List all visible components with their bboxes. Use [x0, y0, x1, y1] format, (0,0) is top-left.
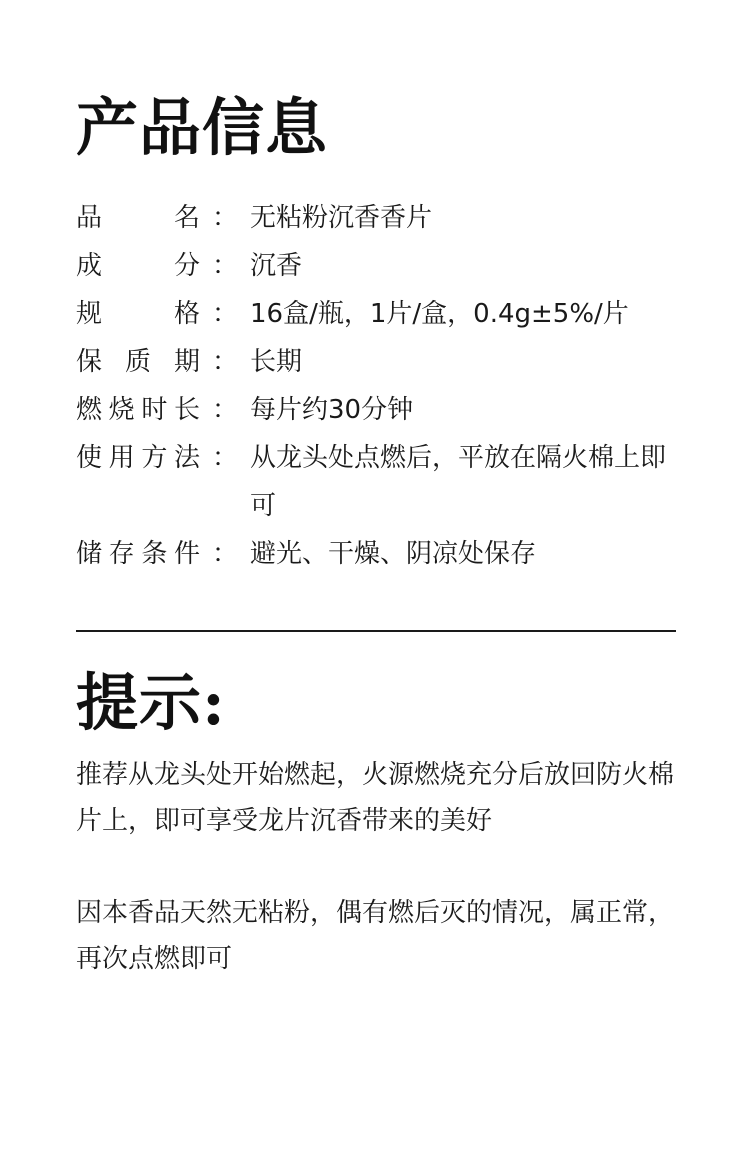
product-info-title: 产品信息 [76, 91, 329, 164]
info-colon: ： [212, 539, 239, 569]
info-colon: ： [212, 395, 239, 425]
info-value-name: 无粘粉沉香香片 [250, 203, 433, 233]
info-row-spec [76, 290, 676, 338]
tips-title: 提示: [76, 666, 226, 739]
info-row-usage [76, 434, 676, 530]
tip-paragraph: 推荐从龙头处开始燃起，火源燃烧充分后放回防火棉片上，即可享受龙片沉香带来的美好 [76, 760, 675, 836]
section-divider [76, 630, 676, 632]
info-row-storage [76, 530, 676, 578]
tips-body [76, 752, 676, 1028]
info-value-ingredient: 沉香 [250, 251, 303, 281]
info-row-burn-time [76, 386, 676, 434]
info-colon: ： [212, 347, 239, 377]
info-label-usage: 使 用 方 法 [76, 443, 200, 473]
product-info-list [76, 194, 676, 578]
info-value-storage: 避光、干燥、阴凉处保存 [250, 539, 537, 569]
info-value-spec: 16盒/瓶，1片/盒，0.4g±5%/片 [250, 299, 629, 329]
info-row-shelf-life [76, 338, 676, 386]
info-value-burn-time: 每片约30分钟 [250, 395, 414, 425]
info-label-name: 品 名 [76, 203, 200, 233]
info-colon: ： [212, 203, 239, 233]
info-label-shelf-life: 保 质 期 [76, 347, 200, 377]
info-colon: ： [212, 443, 239, 473]
info-row-ingredient [76, 242, 676, 290]
info-colon: ： [212, 299, 239, 329]
info-row-name [76, 194, 676, 242]
info-label-spec: 规 格 [76, 299, 200, 329]
info-label-burn-time: 燃 烧 时 长 [76, 395, 200, 425]
tip-paragraph: 因本香品天然无粘粉，偶有燃后灭的情况，属正常，再次点燃即可 [76, 898, 675, 974]
info-label-storage: 储 存 条 件 [76, 539, 200, 569]
info-value-usage: 从龙头处点燃后，平放在隔火棉上即可 [250, 443, 667, 521]
info-colon: ： [212, 251, 239, 281]
info-value-shelf-life: 长期 [250, 347, 303, 377]
info-label-ingredient: 成 分 [76, 251, 200, 281]
